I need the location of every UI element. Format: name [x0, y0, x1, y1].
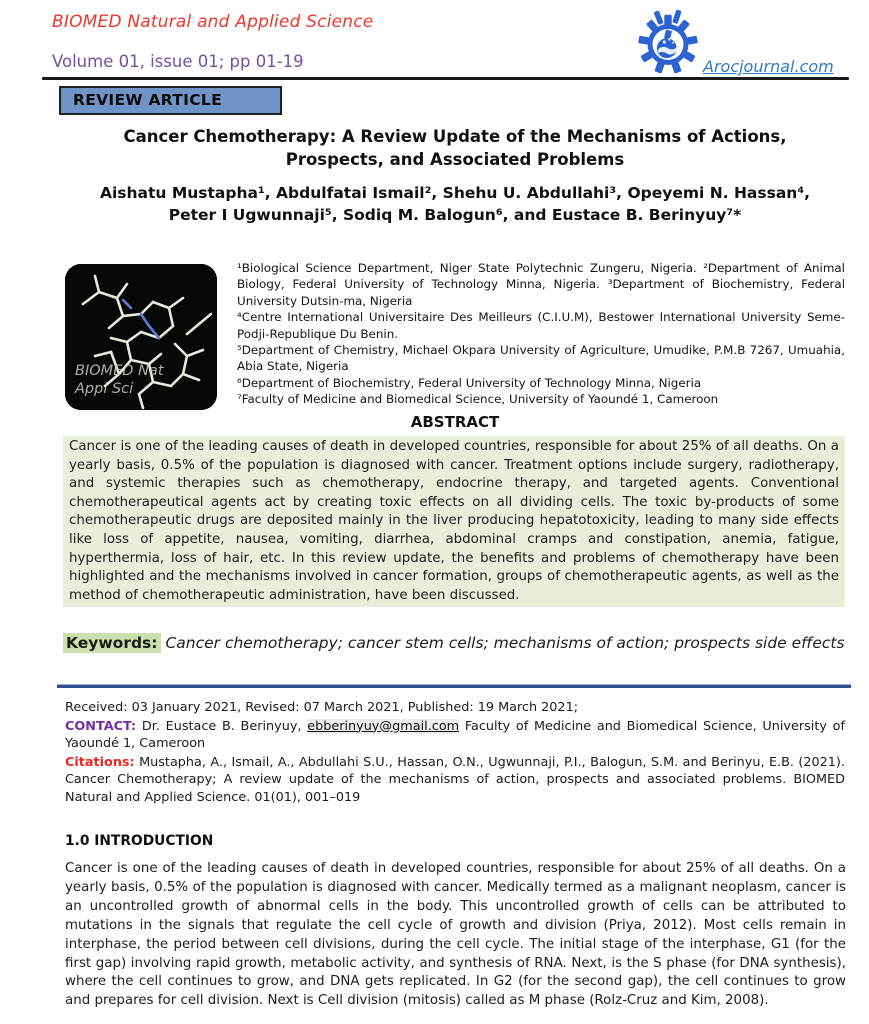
section-divider	[57, 684, 851, 688]
introduction-text: Cancer is one of the leading causes of death in developed countries, responsible for about 25% of all deaths. On a yearly basis, 0.5% of the population is diagnosed with cancer. Medically termed as a malignant neoplasm, cancer is an uncontrolled growth of abnormal cells in the body. This uncontrolled growth of cells can be attributed to mutations in the signals that regulate the cell cycle of growth and division (Priya, 2012). Most cells remain in interphase, the period between cell divisions, during the cell cycle. The initial stage of the interphase, G1 (for the first gap) involving rapid growth, metabolic activity, and synthesis of RNA. Next, is the S phase (for DNA synthesis), where the cell continues to grow, and DNA gets replicated. In G2 (for the second gap), the cell continues to grow and prepares for cell division. Next is Cell division (mitosis) called as M phase (Rolz-Cruz and Kim, 2008).	[65, 861, 846, 1009]
journal-name: BIOMED Natural and Applied Science	[52, 12, 374, 32]
contact-name: Dr. Eustace B. Berinyuy,	[141, 718, 302, 734]
volume-issue-line: Volume 01, issue 01; pp 01-19	[52, 52, 304, 71]
gear-flask-icon	[637, 10, 699, 74]
keywords-text: Cancer chemotherapy; cancer stem cells; mechanisms of action; prospects side effects	[165, 634, 845, 652]
contact-affiliation: Faculty of Medicine and Biomedical Science, University of Yaoundé 1, Cameroon	[65, 718, 845, 752]
affiliation-7: ⁷Faculty of Medicine and Biomedical Science, University of Yaoundé 1, Cameroon	[237, 392, 719, 407]
keywords-label: Keywords:	[63, 633, 161, 653]
journal-logo-block	[629, 8, 839, 78]
thumbnail-watermark-line1: BIOMED Nat	[75, 363, 164, 379]
thumbnail-watermark-line2: Appl Sci	[75, 381, 134, 397]
journal-website-link[interactable]: Arocjournal.com	[703, 57, 834, 76]
article-type-badge: REVIEW ARTICLE	[59, 86, 282, 115]
affiliation-1-2-3: ¹Biological Science Department, Niger State Polytechnic Zungeru, Nigeria. ²Department of Animal Biology, Federal University of Technology Minna, Nigeria. ³Department of Biochemistry, Federal University Dutsin-ma, Nigeria	[237, 261, 845, 308]
molecule-thumbnail	[65, 264, 217, 410]
keywords-line	[63, 633, 849, 654]
thumbnail-watermark	[75, 362, 164, 398]
affiliations-section	[65, 260, 845, 408]
citations-line	[65, 754, 845, 807]
article-title-line1: Cancer Chemotherapy: A Review Update of the Mechanisms of Actions,	[123, 127, 787, 146]
affiliation-4: ⁴Centre International Universitaire Des Meilleurs (C.I.U.M), Bestower International University Seme-Podji-Republique Du Benin.	[237, 310, 845, 341]
article-title	[65, 125, 845, 171]
affiliation-5: ⁵Department of Chemistry, Michael Okpara University of Agriculture, Umudike, P.M.B 7267, Umuahia, Abia State, Nigeria	[237, 343, 845, 374]
contact-label: CONTACT:	[65, 718, 137, 734]
citations-label: Citations:	[65, 754, 135, 770]
affiliation-list	[237, 260, 845, 408]
header-divider	[42, 77, 849, 80]
contact-line	[65, 718, 845, 753]
introduction-heading: 1.0 INTRODUCTION	[65, 833, 214, 849]
article-title-line2: Prospects, and Associated Problems	[285, 150, 625, 169]
abstract-heading: ABSTRACT	[410, 413, 500, 431]
abstract-text: Cancer is one of the leading causes of death in developed countries, responsible for about 25% of all deaths. On a yearly basis, 0.5% of the population is diagnosed with cancer. Treatment options include surgery, radiotherapy, and systemic therapies such as chemotherapy, endocrine therapy, and targeted agents. Conventional chemotherapeutical agents act by creating toxic effects on all dividing cells. The toxic by-products of some chemotherapeutic drugs are deposited mainly in the liver producing hepatotoxicity, leading to many side effects like loss of appetite, nausea, vomiting, diarrhea, abdominal cramps and constipation, anemia, fatigue, hyperthermia, loss of hair, etc. In this review update, the benefits and problems of chemotherapy have been highlighted and the mechanisms involved in cancer formation, groups of chemotherapeutic agents, as well as the method of chemotherapeutic administration, have been discussed.	[63, 436, 845, 607]
received-line: Received: 03 January 2021, Revised: 07 March 2021, Published: 19 March 2021;	[65, 700, 579, 715]
contact-email-link[interactable]: ebberinyuy@gmail.com	[307, 718, 460, 734]
article-meta-block	[65, 699, 845, 808]
author-list-line2: Peter I Ugwunnaji⁵, Sodiq M. Balogun⁶, and Eustace B. Berinyuy⁷*	[168, 206, 742, 224]
author-list	[65, 182, 845, 226]
citations-text: Mustapha, A., Ismail, A., Abdullahi S.U., Hassan, O.N., Ugwunnaji, P.I., Balogun, S.M. and Berinyu, E.B. (2021). Cancer Chemotherapy; A review update of the mechanisms of action, prospects and associated problems. BIOMED Natural and Applied Science. 01(01), 001–019	[65, 754, 845, 805]
affiliation-6: ⁶Department of Biochemistry, Federal University of Technology Minna, Nigeria	[237, 375, 702, 390]
author-list-line1: Aishatu Mustapha¹, Abdulfatai Ismail², Shehu U. Abdullahi³, Opeyemi N. Hassan⁴,	[99, 184, 811, 202]
